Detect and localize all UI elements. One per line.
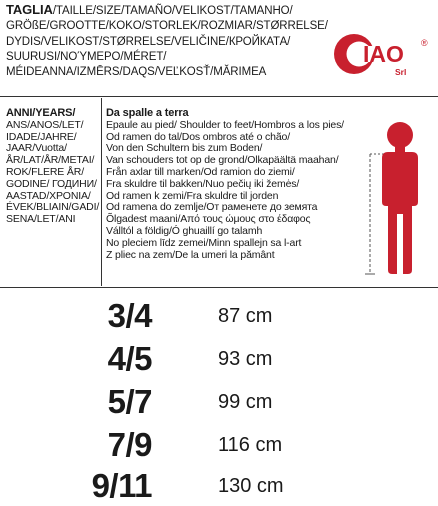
size-label: 9/11 xyxy=(91,467,152,504)
size-label: 3/4 xyxy=(107,297,152,334)
years-label: GODINE/ ГОДИНИ/ xyxy=(6,177,97,190)
years-column xyxy=(6,108,100,226)
measure-label: Od ramen k zemi/Fra skuldre til jorden xyxy=(106,189,279,202)
shoulder-to-feet-column xyxy=(106,108,361,261)
measure-label: No pleciem līdz zemei/Minn spallejn sa l-art xyxy=(106,236,302,249)
size-label: 5/7 xyxy=(107,383,152,420)
years-label: ANNI/YEARS/ xyxy=(6,107,76,119)
logo-srl: Srl xyxy=(395,67,407,77)
size-label: 7/9 xyxy=(107,426,152,463)
measure-label: Van schouders tot op de grond/Olkapäältä maahan/ xyxy=(106,154,339,167)
measure-label: Z pliec na zem/De la umeri la pământ xyxy=(106,248,275,261)
size-row xyxy=(0,466,438,506)
measure-label: Od ramen do tal/Dos ombros até o chão/ xyxy=(106,130,290,143)
size-measure: 99 cm xyxy=(218,391,273,413)
years-label: AASTAD/XPONIA/ xyxy=(6,189,91,202)
measure-label: Från axlar till marken/Od ramion do ziemi/ xyxy=(106,165,295,178)
years-label: SENA/LET/ANI xyxy=(6,213,76,226)
years-label: ÅR/LAT/ÅR/METAI/ xyxy=(6,154,95,167)
size-measure: 116 cm xyxy=(218,434,283,456)
size-heading xyxy=(6,2,336,80)
size-heading-line: TAGLIA/TAILLE/SIZE/TAMAÑO/VELIKOST/TAMANHO/ xyxy=(6,2,293,17)
logo-text: IAO xyxy=(363,41,404,67)
years-label: JAAR/Vuotta/ xyxy=(6,142,67,155)
measure-label: Von den Schultern bis zum Boden/ xyxy=(106,142,263,155)
years-label: IDADE/JAHRE/ xyxy=(6,130,77,143)
measure-label: Õlgadest maani/Από τους ώμους στο έδαφος xyxy=(106,213,311,226)
size-heading-line: GRÖßE/GROOTTE/KOKO/STORLEK/ROZMIAR/STØRRELSE/ xyxy=(6,20,328,33)
column-divider xyxy=(101,98,102,286)
measure-label: Od ramena do zemlje/От раменете до земята xyxy=(106,201,318,214)
ciao-logo xyxy=(334,18,438,88)
body-silhouette-icon xyxy=(358,118,438,278)
size-row xyxy=(0,382,438,422)
measure-label: Válltól a földig/Ó ghuaillí go talamh xyxy=(106,224,263,237)
size-label: 4/5 xyxy=(107,340,152,377)
size-measure: 93 cm xyxy=(218,348,273,370)
size-heading-line: SUURUSI/ΝΟΎΜΕΡΟ/MÉRET/ xyxy=(6,50,167,63)
divider xyxy=(0,287,438,288)
measure-label: Da spalle a terra xyxy=(106,107,189,119)
years-label: ANS/ANOS/LET/ xyxy=(6,118,84,131)
size-heading-line: DYDIS/VELIKOST/STØRRELSE/VELIČINE/КРОЙКАТА/ xyxy=(6,35,291,48)
size-row xyxy=(0,425,438,465)
years-label: ÉVEK/BLIAIN/GADI/ xyxy=(6,201,100,214)
size-heading-line: MÉIDEANNA/IZMĒRS/DAQS/VEĽKOSŤ/MĂRIMEA xyxy=(6,66,267,79)
size-row xyxy=(0,339,438,379)
measure-label: Fra skuldre til bakken/Nuo pečių iki žemės/ xyxy=(106,177,300,190)
divider xyxy=(0,96,438,97)
size-measure: 130 cm xyxy=(218,475,284,497)
size-row xyxy=(0,296,438,336)
logo-registered-mark: ® xyxy=(421,38,428,48)
size-measure: 87 cm xyxy=(218,305,273,327)
measure-label: Epaule au pied/ Shoulder to feet/Hombros a los pies/ xyxy=(106,118,344,131)
years-label: ROK/FLERE ÅR/ xyxy=(6,165,84,178)
